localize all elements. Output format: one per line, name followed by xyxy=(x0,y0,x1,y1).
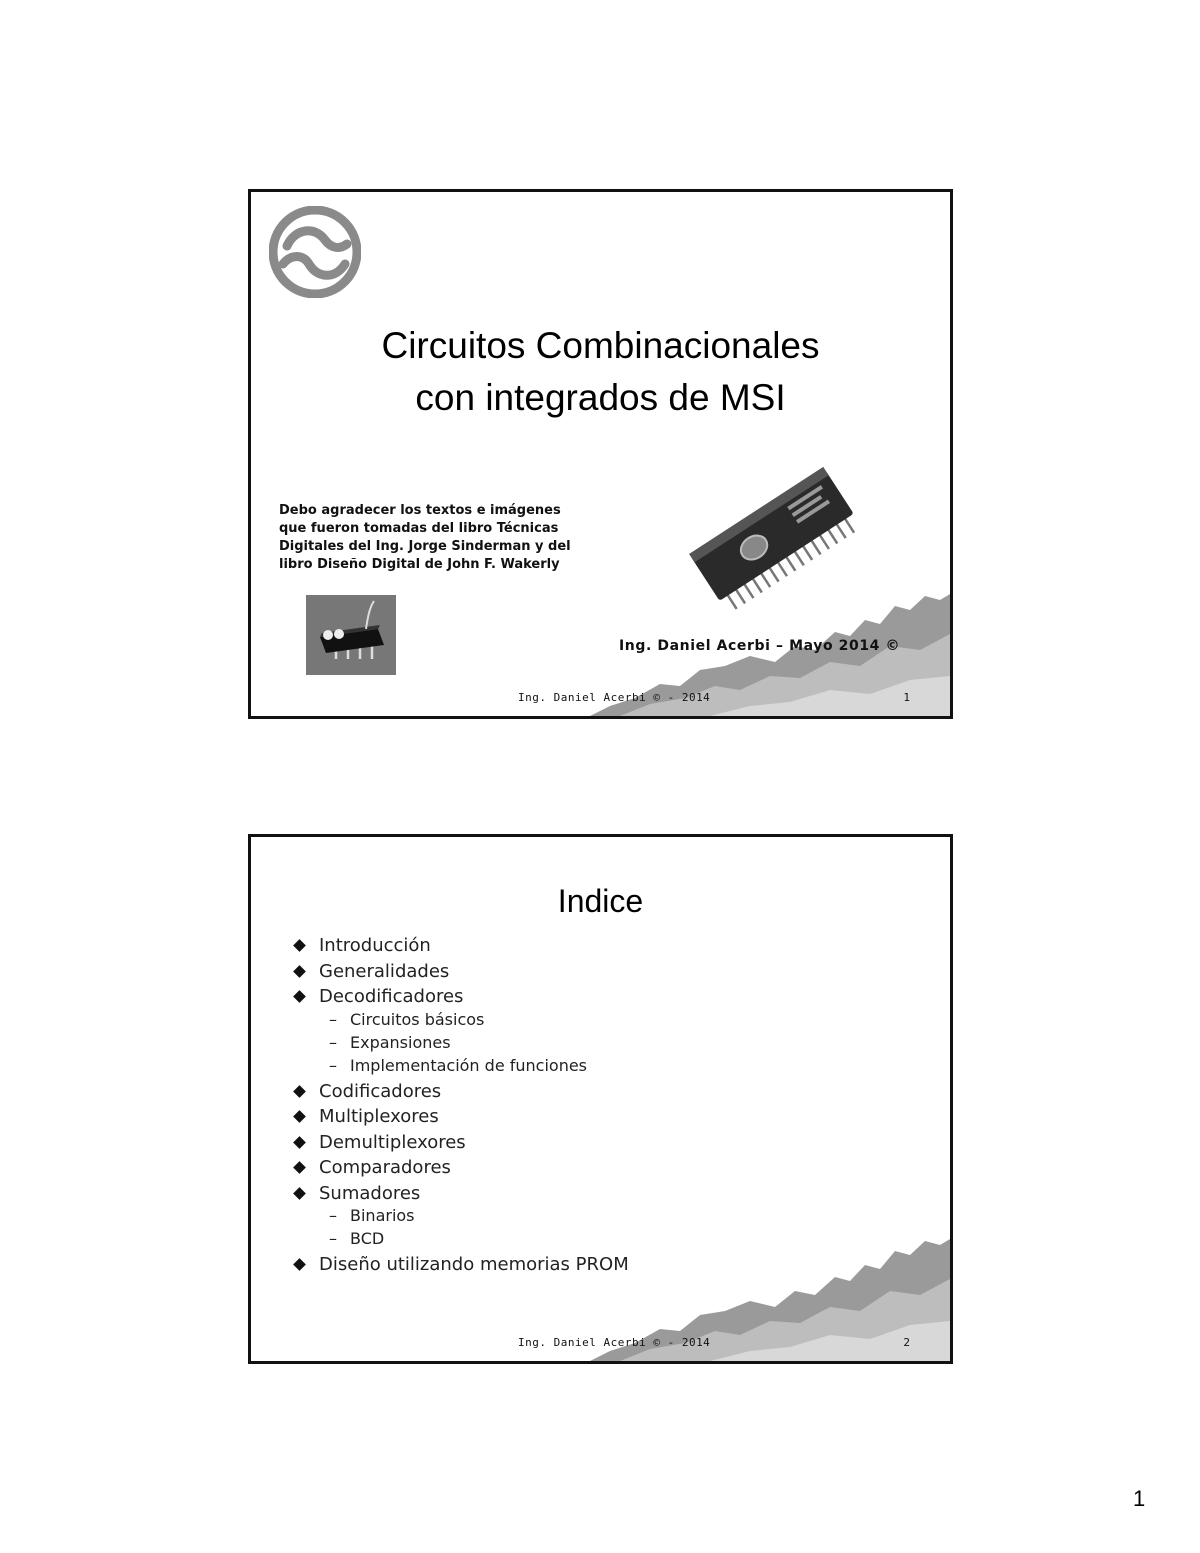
dash-bullet: – xyxy=(329,1032,337,1052)
diamond-bullet-icon xyxy=(293,990,306,1003)
sub-list-item xyxy=(329,1227,629,1250)
list-item xyxy=(293,1079,629,1105)
list-item xyxy=(293,1252,629,1278)
small-chip-image xyxy=(306,595,396,675)
list-item-label: Decodificadores xyxy=(319,986,464,1007)
list-item-label: Demultiplexores xyxy=(319,1131,466,1153)
sub-list xyxy=(329,1008,629,1077)
title-line-2: con integrados de MSI xyxy=(415,377,786,418)
list-item xyxy=(293,1130,629,1156)
slide-number: 1 xyxy=(903,691,910,704)
list-item-label: Sumadores xyxy=(319,1182,421,1204)
list-item xyxy=(293,933,629,959)
sub-list-item xyxy=(329,1204,629,1227)
diamond-bullet-icon xyxy=(293,965,306,978)
diamond-bullet-icon xyxy=(293,1110,306,1123)
sub-item-label: Expansiones xyxy=(350,1032,451,1052)
diamond-bullet-icon xyxy=(293,1136,306,1149)
slide-footer: Ing. Daniel Acerbi © - 2014 xyxy=(518,691,711,704)
ack-line: que fueron tomadas del libro Técnicas xyxy=(279,521,559,536)
university-logo xyxy=(269,206,361,298)
list-item-label: Comparadores xyxy=(319,1157,451,1178)
list-item xyxy=(293,1104,629,1130)
list-item xyxy=(293,984,629,1077)
sub-list-item xyxy=(329,1054,629,1077)
index-list xyxy=(293,933,629,1278)
diamond-bullet-icon xyxy=(293,1085,306,1098)
title-line-1: Circuitos Combinacionales xyxy=(381,325,820,366)
author-line: Ing. Daniel Acerbi – Mayo 2014 © xyxy=(619,638,901,654)
sub-list-item xyxy=(329,1031,629,1054)
dash-bullet: – xyxy=(329,1229,337,1248)
list-item xyxy=(293,1155,629,1181)
slide-2 xyxy=(248,834,953,1364)
sub-item-label: Binarios xyxy=(350,1206,415,1225)
slide-footer: Ing. Daniel Acerbi © - 2014 xyxy=(518,1336,711,1349)
sub-item-label: BCD xyxy=(350,1229,385,1248)
list-item-label: Diseño utilizando memorias PROM xyxy=(319,1254,629,1275)
list-item-label: Multiplexores xyxy=(319,1106,439,1127)
dash-bullet: – xyxy=(329,1055,337,1075)
list-item xyxy=(293,1181,629,1251)
sub-item-label: Circuitos básicos xyxy=(350,1009,485,1029)
dash-bullet: – xyxy=(329,1009,337,1029)
eprom-chip-image xyxy=(683,460,863,620)
ack-line: Debo agradecer los textos e imágenes xyxy=(279,503,561,518)
list-item-label: Codificadores xyxy=(319,1080,442,1102)
acknowledgement-text xyxy=(279,502,619,574)
diamond-bullet-icon xyxy=(293,939,306,952)
slide-1 xyxy=(248,189,953,719)
list-item-label: Introducción xyxy=(319,935,431,956)
dash-bullet: – xyxy=(329,1206,337,1225)
slide-1-title xyxy=(251,320,950,424)
sub-list-item xyxy=(329,1008,629,1031)
diamond-bullet-icon xyxy=(293,1187,306,1200)
sub-item-label: Implementación de funciones xyxy=(350,1055,588,1075)
slide-2-title: Indice xyxy=(557,883,644,919)
diamond-bullet-icon xyxy=(293,1161,306,1174)
list-item xyxy=(293,959,629,985)
ack-line: Digitales del Ing. Jorge Sinderman y del xyxy=(279,539,571,554)
page-number: 1 xyxy=(1133,1486,1146,1511)
diamond-bullet-icon xyxy=(293,1258,306,1271)
slide-number: 2 xyxy=(903,1336,910,1349)
ack-line: libro Diseño Digital de John F. Wakerly xyxy=(279,557,560,572)
list-item-label: Generalidades xyxy=(319,960,450,982)
sub-list xyxy=(329,1204,629,1250)
